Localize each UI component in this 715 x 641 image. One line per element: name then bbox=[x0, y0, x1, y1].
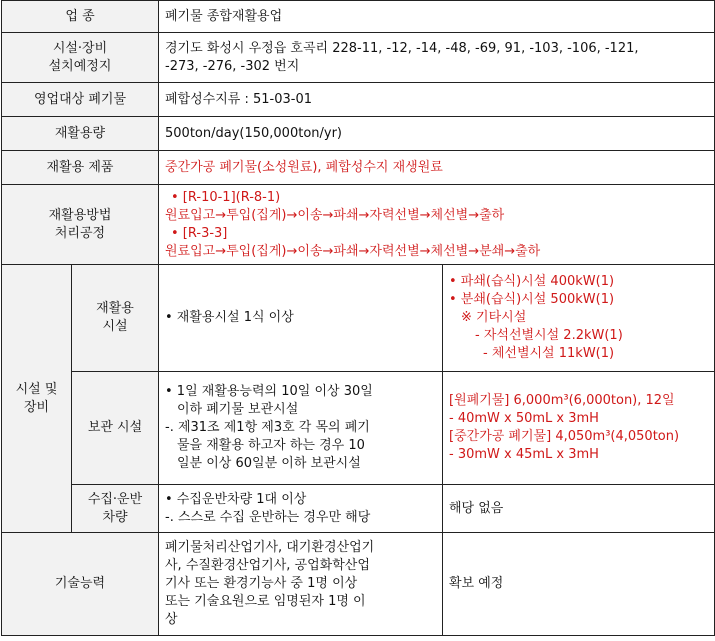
recycling-plan-line: - 체선별시설 11kW(1) bbox=[483, 346, 615, 361]
facility-group-label bbox=[2, 265, 72, 533]
method-line: • [R-3-3] bbox=[171, 225, 228, 241]
waste-target-value: 폐합성수지류 : 51-03-01 bbox=[159, 83, 715, 117]
storage-plan-line: [중간가공 폐기물] 4,050m³(4,050ton) bbox=[449, 429, 680, 444]
row-transport bbox=[2, 485, 715, 533]
business-type-value: 폐기물 종합재활용업 bbox=[159, 1, 715, 33]
business-type-label: 업 종 bbox=[2, 1, 159, 33]
facility-group-label-line: 장비 bbox=[23, 399, 50, 415]
waste-target-label: 영업대상 폐기물 bbox=[2, 83, 159, 117]
row-waste-target bbox=[2, 83, 715, 117]
recycling-facility-label-line: 시설 bbox=[102, 319, 128, 334]
method-label bbox=[2, 185, 159, 265]
storage-req-line: • 1일 재활용능력의 10일 이상 30일 bbox=[165, 384, 373, 399]
recycling-plan-line: • 파쇄(습식)시설 400kW(1) bbox=[449, 274, 615, 289]
permit-table bbox=[1, 0, 715, 636]
location-label-line: 시설·장비 bbox=[52, 40, 108, 56]
tech-label: 기술능력 bbox=[2, 533, 159, 636]
product-label: 재활용 제품 bbox=[2, 151, 159, 185]
product-value: 중간가공 폐기물(소성원료), 폐합성수지 재생원료 bbox=[159, 151, 715, 185]
capacity-label: 재활용량 bbox=[2, 117, 159, 151]
transport-label-line: 수집·운반 bbox=[87, 491, 143, 507]
tech-req-line: 또는 기술요원으로 임명된자 1명 이 bbox=[165, 594, 366, 609]
tech-req-line: 기사 또는 환경기능사 중 1명 이상 bbox=[165, 576, 358, 591]
row-tech bbox=[2, 533, 715, 636]
recycling-facility-label-line: 재활용 bbox=[96, 301, 134, 316]
row-storage-facility bbox=[2, 372, 715, 485]
location-value-line: -273, -276, -302 번지 bbox=[165, 58, 300, 74]
tech-plan: 확보 예정 bbox=[443, 533, 715, 636]
transport-plan: 해당 없음 bbox=[443, 485, 715, 533]
recycling-plan-line: - 자석선별시설 2.2kW(1) bbox=[475, 328, 623, 343]
row-business-type bbox=[2, 1, 715, 33]
location-value-line: 경기도 화성시 우정읍 호곡리 228-11, -12, -14, -48, -69, 91, -103, -106, -121, bbox=[165, 40, 639, 56]
recycling-plan-line: ※ 기타시설 bbox=[461, 310, 527, 325]
storage-req-line: 이하 폐기물 보관시설 bbox=[177, 402, 299, 417]
row-recycling-facility bbox=[2, 265, 715, 372]
recycling-plan-line: • 분쇄(습식)시설 500kW(1) bbox=[449, 292, 615, 307]
storage-req-line: 물을 재활용 하고자 하는 경우 10 bbox=[177, 438, 365, 453]
facility-group-label-line: 시설 및 bbox=[15, 381, 58, 397]
storage-plan-line: [원폐기물] 6,000m³(6,000ton), 12일 bbox=[449, 393, 675, 408]
row-method bbox=[2, 185, 715, 265]
method-line: • [R-10-1](R-8-1) bbox=[171, 189, 281, 205]
method-line: 원료입고→투입(집게)→이송→파쇄→자력선별→체선별→분쇄→출하 bbox=[165, 243, 541, 259]
tech-requirement bbox=[159, 533, 443, 636]
storage-facility-label: 보관 시설 bbox=[72, 372, 159, 485]
tech-req-line: 폐기물처리산업기사, 대기환경산업기 bbox=[165, 540, 375, 555]
tech-req-line: 상 bbox=[165, 612, 178, 627]
recycling-facility-label bbox=[72, 265, 159, 372]
row-location bbox=[2, 33, 715, 83]
row-capacity bbox=[2, 117, 715, 151]
transport-label bbox=[72, 485, 159, 533]
method-line: 원료입고→투입(집게)→이송→파쇄→자력선별→체선별→출하 bbox=[165, 207, 505, 223]
tech-req-line: 사, 수질환경산업기사, 공업화학산업 bbox=[165, 558, 370, 573]
transport-requirement bbox=[159, 485, 443, 533]
method-value bbox=[159, 185, 715, 265]
storage-facility-requirement bbox=[159, 372, 443, 485]
capacity-value: 500ton/day(150,000ton/yr) bbox=[159, 117, 715, 151]
method-label-line: 재활용방법 bbox=[48, 207, 112, 223]
transport-label-line: 차량 bbox=[102, 509, 128, 525]
method-label-line: 처리공정 bbox=[54, 225, 106, 241]
recycling-facility-requirement: • 재활용시설 1식 이상 bbox=[159, 265, 443, 372]
row-product bbox=[2, 151, 715, 185]
storage-req-line: 일분 이상 60일분 이하 보관시설 bbox=[177, 456, 361, 471]
transport-req-line: • 수집운반차량 1대 이상 bbox=[165, 491, 307, 507]
recycling-facility-plan bbox=[443, 265, 715, 372]
location-value bbox=[159, 33, 715, 83]
storage-plan-line: - 40mW x 50mL x 3mH bbox=[449, 411, 599, 426]
storage-facility-plan bbox=[443, 372, 715, 485]
storage-req-line: -. 제31조 제1항 제3호 각 목의 폐기 bbox=[165, 420, 370, 435]
transport-req-line: -. 스스로 수집 운반하는 경우만 해당 bbox=[165, 509, 371, 525]
storage-plan-line: - 30mW x 45mL x 3mH bbox=[449, 447, 599, 462]
location-label-line: 설치예정지 bbox=[48, 58, 112, 74]
location-label bbox=[2, 33, 159, 83]
